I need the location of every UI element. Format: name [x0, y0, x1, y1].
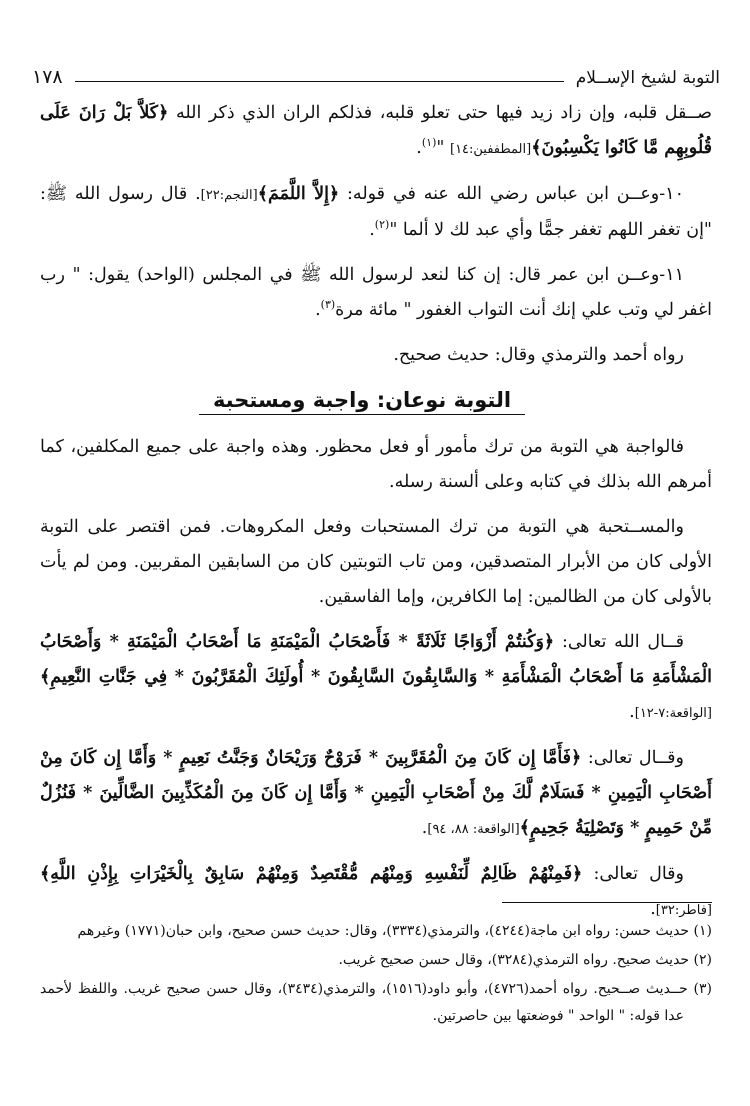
paragraph-7: [40, 625, 712, 731]
paragraph-3: [40, 258, 712, 328]
verse-reference: [المطففين:١٤]: [449, 142, 532, 157]
footnotes: [40, 918, 712, 1032]
quran-verse: ﴿وَكُنتُمْ أَزْوَاجًا ثَلَاثَةً * فَأَصْحَابُ الْمَيْمَنَةِ مَا أَصْحَابُ الْمَيْمَنَةِ * وَأَصْحَابُ الْمَشْأَمَةِ مَا أَصْحَابُ الْمَشْأَمَةِ * وَالسَّابِقُونَ السَّابِقُونَ * أُولَئِكَ الْمُقَرَّبُونَ * فِي جَنَّاتِ النَّعِيمِ﴾: [40, 632, 712, 687]
paragraph-text: .: [650, 899, 656, 919]
paragraph-text: .: [315, 300, 321, 320]
quran-verse: ﴿فَمِنْهُمْ ظَالِمٌ لِّنَفْسِهِ وَمِنْهُم مُّقْتَصِدٌ وَمِنْهُمْ سَابِقٌ بِالْخَيْرَاتِ بِإِذْنِ اللَّهِ﴾: [40, 864, 583, 884]
page-number: ١٧٨: [32, 66, 63, 88]
paragraph-text: ١٠-وعــن ابن عباس رضي الله عنه في قوله:: [339, 184, 684, 204]
section-heading-wrap: [40, 383, 712, 420]
quran-verse: ﴿إِلاَّ اللَّمَمَ﴾: [257, 184, 340, 204]
verse-reference: [فاطر:٣٢]: [655, 903, 712, 918]
paragraph-text: .: [369, 220, 375, 240]
footnote-separator: [502, 902, 712, 903]
book-title: التوبة لشيخ الإســلام: [575, 68, 720, 88]
running-header: [32, 58, 720, 88]
paragraph-text: .: [416, 138, 422, 158]
verse-reference: [النجم:٢٢]: [200, 188, 258, 203]
verse-reference: [الواقعة: ٨٨، ٩٤]: [427, 822, 520, 837]
footnote-2: (٢) حديث صحيح. رواه الترمذي(٣٢٨٤)، وقال حسن صحيح غريب.: [338, 952, 712, 968]
paragraph-text: .: [421, 818, 428, 838]
main-text: [40, 96, 712, 938]
paragraph-text: قــال الله تعالى:: [554, 632, 684, 652]
paragraph-5: فالواجبة هي التوبة من ترك مأمور أو فعل محظور. وهذه واجبة على جميع المكلفين، كما أمرهم الله بذلك في كتابه وعلى ألسنة رسله.: [40, 437, 712, 492]
verse-reference: [الواقعة:٧-١٢]: [634, 706, 712, 721]
quran-verse: ﴿فَأَمَّا إِن كَانَ مِنَ الْمُقَرَّبِينَ * فَرَوْحٌ وَرَيْحَانٌ وَجَنَّتُ نَعِيمٍ * وَأَمَّا إِن كَانَ مِنْ أَصْحَابِ الْيَمِينِ * فَسَلَامٌ لَّكَ مِنْ أَصْحَابِ الْيَمِينِ * وَأَمَّا إِن كَانَ مِنَ الْمُكَذِّبِينَ الضَّالِّينَ * فَنُزُلٌ مِّنْ حَمِيمٍ * وَتَصْلِيَةُ جَحِيمٍ﴾: [40, 748, 712, 838]
paragraph-text: ": [436, 138, 450, 158]
footnote-3: (٣) حــديث صــحيح. رواه أحمد(٤٧٢٦)، وأبو داود(١٥١٦)، والترمذي(٣٤٣٤)، وقال حسن صحيح غريب. واللفظ لأحمد عدا قوله: " الواحد " فوضعتها بين حاصرتين.: [40, 981, 712, 1024]
section-heading: التوبة نوعان: واجبة ومستحبة: [199, 388, 525, 415]
quran-verse: ﴿كَلاَّ بَلْ رَانَ عَلَى قُلُوبِهِم مَّا كَانُوا يَكْسِبُونَ﴾: [40, 103, 712, 158]
footnote-1: (١) حديث حسن: رواه ابن ماجة(٤٢٤٤)، والترمذي(٣٣٣٤)، وقال: حديث حسن صحيح، وابن حبان(١٧٧١) وغيرهم: [77, 923, 712, 939]
paragraph-2: [40, 177, 712, 248]
paragraph-text: صــقل قلبه، وإن زاد زيد فيها حتى تعلو قلبه، فذلكم الران الذي ذكر الله: [168, 103, 712, 123]
paragraph-8: [40, 741, 712, 847]
paragraph-text: ١١-وعــن ابن عمر قال: إن كنا لنعد لرسول الله ﷺ في المجلس (الواحد) يقول: " رب اغفر لي وتب علي إنك أنت التواب الغفور " مائة مرة: [40, 265, 712, 320]
paragraph-text: وقــال تعالى:: [581, 748, 684, 768]
footnote-marker: (٣): [320, 298, 336, 312]
paragraph-4: رواه أحمد والترمذي وقال: حديث صحيح.: [393, 345, 684, 365]
paragraph-text: .: [629, 702, 635, 722]
paragraph-6: والمســتحبة هي التوبة من ترك المستحبات وفعل المكروهات. فمن اقتصر على التوبة الأولى كان من الأبرار المتصدقين، ومن تاب التوبتين كان من السابقين المقربين. ومن لم يأت بالأولى كان من الظالمين: إما الكافرين، وإما الفاسقين.: [40, 517, 712, 607]
paragraph-1: [40, 96, 712, 167]
footnote-marker: (٢): [374, 218, 390, 232]
footnote-marker: (١): [421, 136, 437, 150]
paragraph-text: . قال رسول الله ﷺ: "إن تغفر اللهم تغفر جمًّا وأي عبد لك لا ألما ": [40, 184, 712, 240]
header-rule: [75, 81, 564, 82]
paragraph-text: وقال تعالى:: [582, 864, 685, 884]
